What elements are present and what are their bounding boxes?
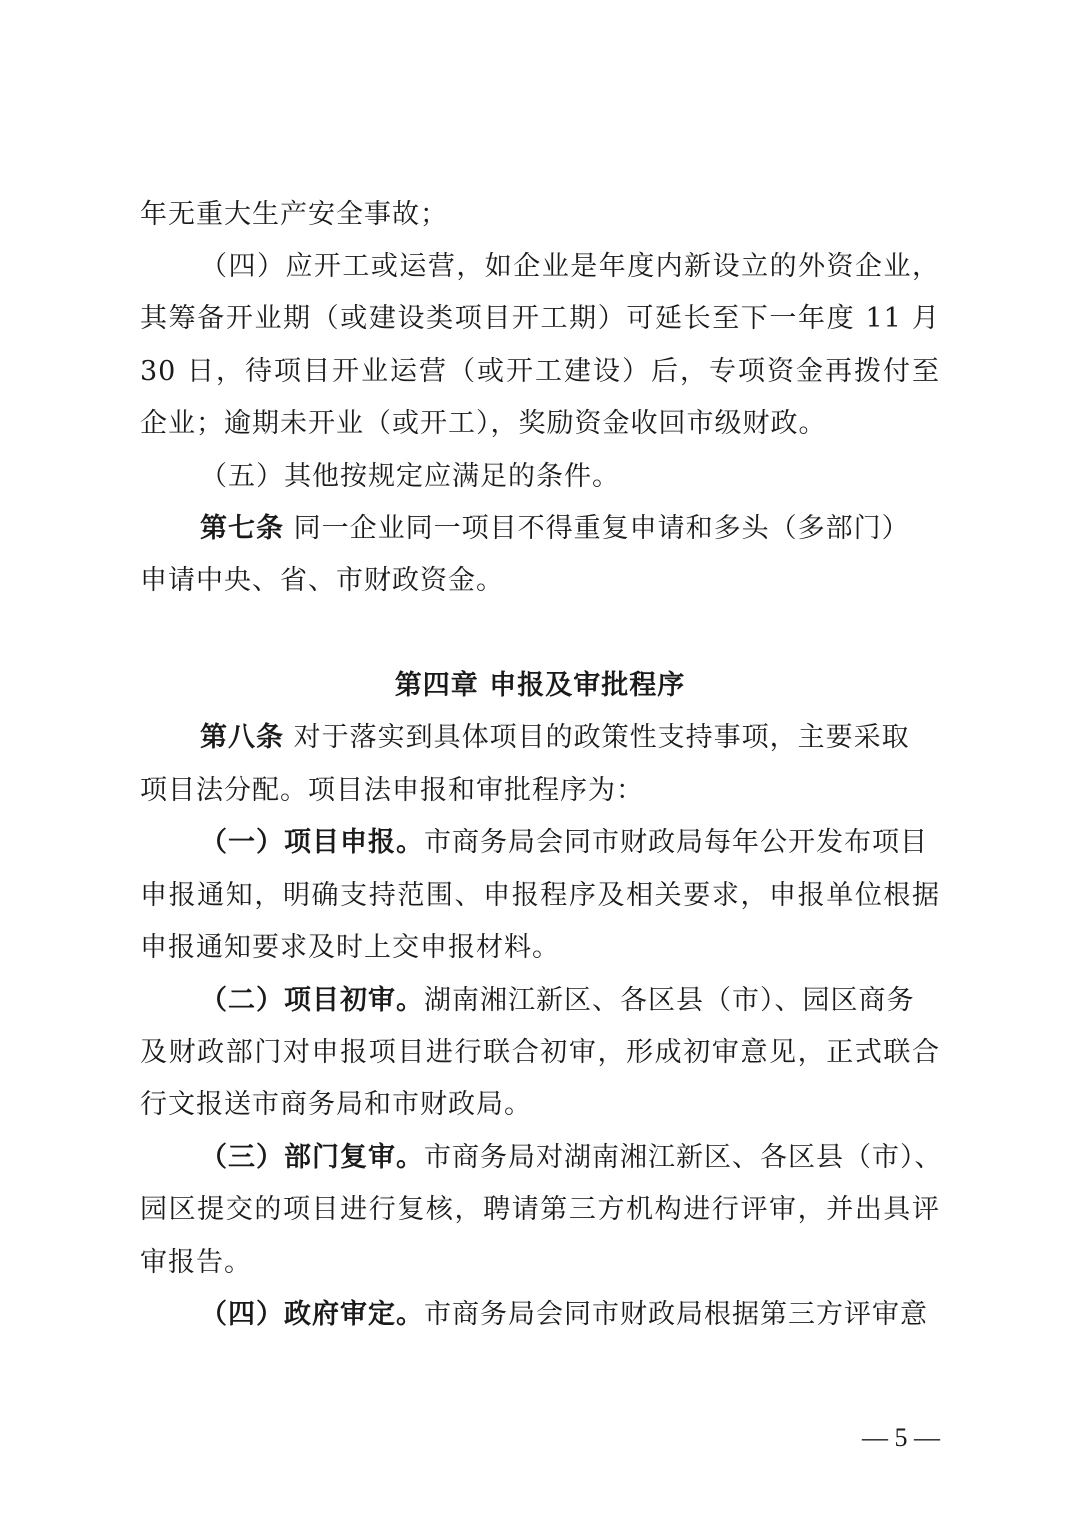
article-label: 第八条 [200,722,284,753]
text-line: 申报通知，明确支持范围、申报程序及相关要求，申报单位根据 [140,880,940,911]
item-text: 市商务局会同市财政局根据第三方评审意 [424,1299,928,1330]
text-line: 企业；逾期未开业（或开工），奖励资金收回市级财政。 [140,408,827,439]
item-4 [200,1295,940,1335]
article-label: 第七条 [200,513,284,544]
text-line: 申请中央、省、市财政资金。 [140,565,504,596]
text-line: 及财政部门对申报项目进行联合初审，形成初审意见，正式联合 [140,1037,940,1068]
item-text: 湖南湘江新区、各区县（市）、园区商务 [424,985,915,1016]
article-text: 同一企业同一项目不得重复申请和多头（多部门） [293,513,910,544]
item-2 [200,981,940,1021]
item-3 [200,1138,943,1178]
text-line: 项目法分配。项目法申报和审批程序为： [140,775,644,806]
text-line: 行文报送市商务局和市财政局。 [140,1089,532,1120]
article-7 [200,509,940,549]
item-text: 市商务局会同市财政局每年公开发布项目 [424,827,928,858]
item-heading: （一）项目申报。 [200,827,424,858]
item-text: 市商务局对湖南湘江新区、各区县（市）、 [424,1142,943,1173]
text-line: 申报通知要求及时上交申报材料。 [140,932,560,963]
page-number: — 5 — [862,1423,940,1452]
item-heading: （二）项目初审。 [200,985,424,1016]
item-1 [200,823,940,863]
text-line: （五）其他按规定应满足的条件。 [200,461,620,492]
article-8 [200,718,940,758]
chapter-heading: 第四章 申报及审批程序 [394,670,686,701]
text-line: （四）应开工或运营，如企业是年度内新设立的外资企业， [200,251,940,282]
text-line: 园区提交的项目进行复核，聘请第三方机构进行评审，并出具评 [140,1194,940,1225]
article-text: 对于落实到具体项目的政策性支持事项，主要采取 [293,722,910,753]
item-heading: （四）政府审定。 [200,1299,424,1330]
text-line: 30 日，待项目开业运营（或开工建设）后，专项资金再拨付至 [140,356,940,387]
item-heading: （三）部门复审。 [200,1142,424,1173]
text-line: 审报告。 [140,1247,252,1278]
text-line: 年无重大生产安全事故； [140,199,448,230]
text-line: 其筹备开业期（或建设类项目开工期）可延长至下一年度 11 月 [140,303,940,334]
